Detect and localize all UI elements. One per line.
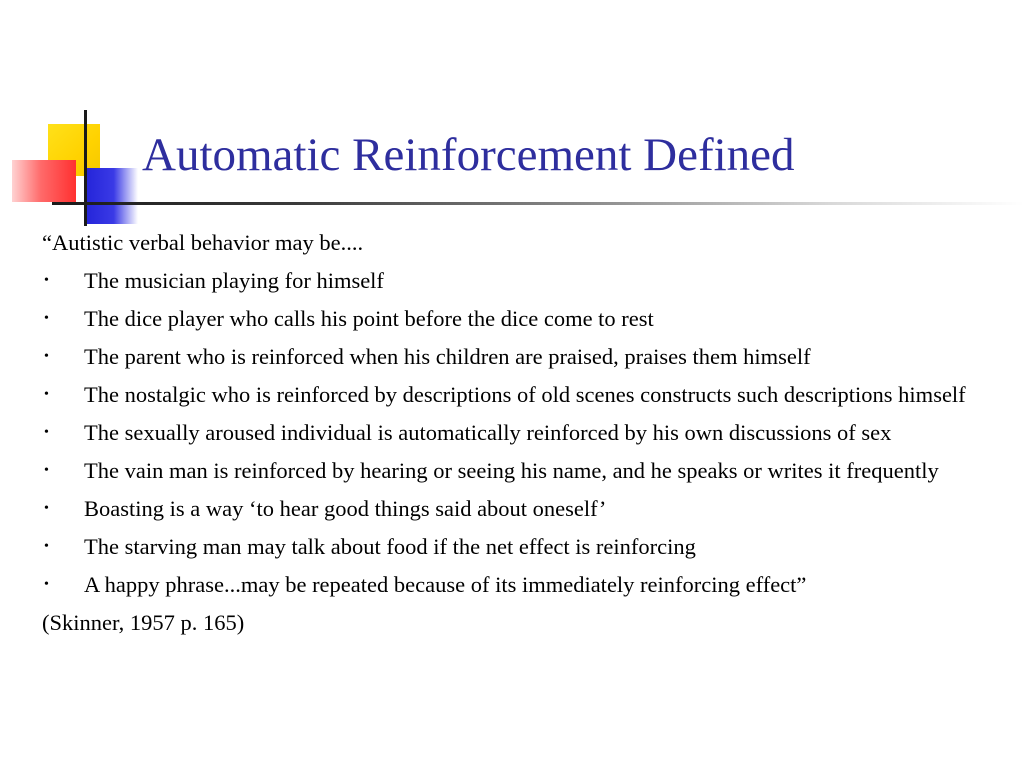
red-square-icon xyxy=(12,160,76,202)
bullet-icon: • xyxy=(44,577,49,592)
bullet-text: The nostalgic who is reinforced by descriptions of old scenes constructs such descriptions himself xyxy=(84,382,966,407)
bullet-icon: • xyxy=(44,387,49,402)
slide-body xyxy=(42,228,1017,646)
vertical-rule xyxy=(84,110,87,226)
bullet-item xyxy=(42,380,1017,410)
bullet-list xyxy=(42,266,1017,600)
bullet-item xyxy=(42,266,1017,296)
bullet-text: The starving man may talk about food if the net effect is reinforcing xyxy=(84,534,696,559)
bullet-item xyxy=(42,456,1017,486)
bullet-icon: • xyxy=(44,425,49,440)
bullet-icon: • xyxy=(44,539,49,554)
bullet-icon: • xyxy=(44,463,49,478)
bullet-text: A happy phrase...may be repeated because of its immediately reinforcing effect” xyxy=(84,572,807,597)
bullet-text: The musician playing for himself xyxy=(84,268,384,293)
bullet-icon: • xyxy=(44,501,49,516)
bullet-text: The dice player who calls his point before the dice come to rest xyxy=(84,306,654,331)
bullet-icon: • xyxy=(44,349,49,364)
citation: (Skinner, 1957 p. 165) xyxy=(42,610,245,635)
bullet-icon: • xyxy=(44,273,49,288)
bullet-text: The vain man is reinforced by hearing or seeing his name, and he speaks or writes it frequently xyxy=(84,458,939,483)
title-underline xyxy=(52,202,1024,205)
blue-square-icon xyxy=(84,168,138,224)
bullet-text: The sexually aroused individual is automatically reinforced by his own discussions of sex xyxy=(84,420,892,445)
bullet-item xyxy=(42,532,1017,562)
bullet-text: Boasting is a way ‘to hear good things said about oneself’ xyxy=(84,496,607,521)
bullet-item xyxy=(42,304,1017,334)
slide-title: Automatic Reinforcement Defined xyxy=(142,129,795,181)
intro-line: “Autistic verbal behavior may be.... xyxy=(42,230,364,255)
bullet-icon: • xyxy=(44,311,49,326)
bullet-item xyxy=(42,570,1017,600)
bullet-item xyxy=(42,342,1017,372)
bullet-text: The parent who is reinforced when his children are praised, praises them himself xyxy=(84,344,811,369)
bullet-item xyxy=(42,418,1017,448)
bullet-item xyxy=(42,494,1017,524)
